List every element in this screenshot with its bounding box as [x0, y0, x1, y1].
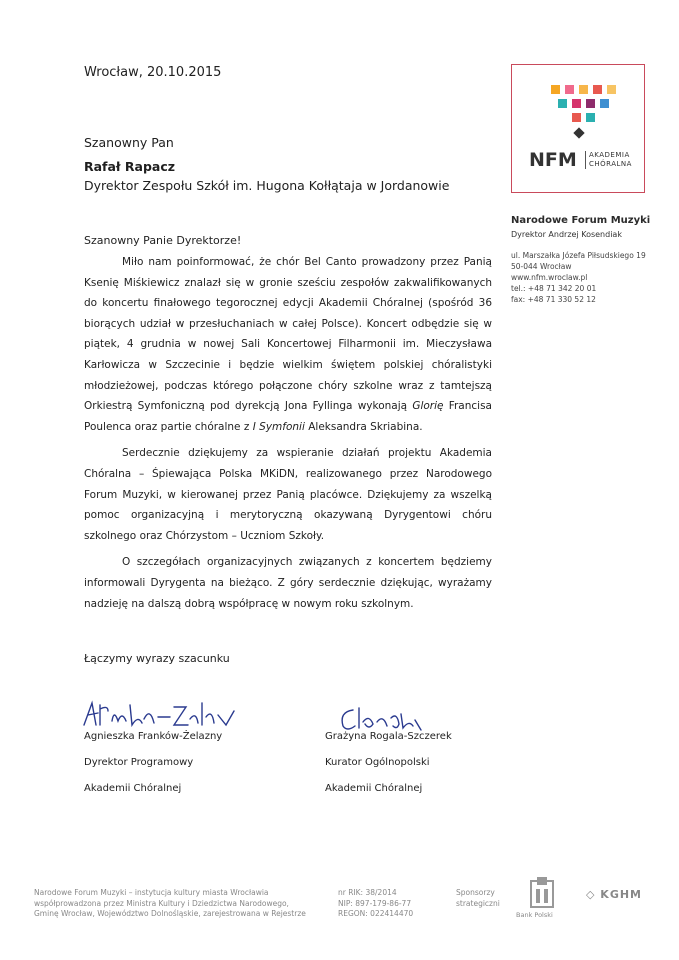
signer-name: Grażyna Rogala-Szczerek [325, 731, 452, 742]
logo-square [600, 99, 609, 108]
paragraph-2: Serdecznie dziękujemy za wspieranie działań projektu Akademia Chóralna – Śpiewająca Polska MKiDN, realizowanego przez Narodowego Forum Muzyki, w kierowanej przez Panią placówce. Dziękujemy za wszelką pomoc organizacyjną i merytoryczną okazywaną Dyrygentowi chóru szkolnego oraz Chórzystom – Uczniom Szkoły. [84, 447, 492, 542]
logo-square [565, 85, 574, 94]
salutation-top: Szanowny Pan [84, 135, 174, 150]
signer-title: Akademii Chóralnej [84, 783, 182, 794]
pko-logo-icon [525, 875, 559, 915]
logo-square [579, 85, 588, 94]
logo-square [586, 99, 595, 108]
nfm-logo [511, 64, 645, 193]
recipient-name: Rafał Rapacz [84, 159, 176, 174]
footer-sponsors: Sponsorzy strategiczni [456, 888, 500, 908]
signature-block-2 [325, 724, 452, 802]
paragraph-3: O szczegółach organizacyjnych związanych z koncertem będziemy informowali Dyrygenta na bieżąco. Z góry serdecznie dziękując, wyrażamy nadzieję na dalszą dobrą współpracę w nowym roku szkolnym. [84, 556, 492, 610]
logo-square [607, 85, 616, 94]
signature-block-1 [84, 724, 222, 802]
logo-square [572, 113, 581, 122]
sender-director: Dyrektor Andrzej Kosendiak [511, 230, 622, 239]
logo-subtitle: AKADEMIA CHÓRALNA [589, 151, 632, 168]
logo-square [558, 99, 567, 108]
paragraph-1: Miło nam poinformować, że chór Bel Canto prowadzony przez Panią Ksenię Miśkiewicz znalazł się w gronie sześciu zespołów zakwalifikowanych do koncertu finałowego tegorocznej edycji Akademii Chóralnej (spośród 36 biorących udział w przesłuchaniach w całej Polsce). Koncert odbędzie się w piątek, 4 grudnia w nowej Sali Koncertowej Filharmonii im. Mieczysława Karłowicza w Szczecinie i będzie wielkim świętem polskiej chóralistyki młodzieżowej, podczas którego połączone chóry szkolne wraz z tamtejszą Orkiestrą Symfoniczną pod dyrekcją Jona Fyllinga wykonają Glorię Francisa Poulenca oraz partie chóralne z I Symfonii Aleksandra Skriabina. [84, 256, 492, 433]
sender-address: ul. Marszałka Józefa Piłsudskiego 19 50-044 Wrocław www.nfm.wroclaw.pl tel.: +48 71 342 20 01 fax: +48 71 330 52 12 [511, 251, 646, 304]
logo-square [593, 85, 602, 94]
kghm-logo: ◇ KGHM [586, 888, 643, 901]
footer-legal: Narodowe Forum Muzyki – instytucja kultury miasta Wrocławia współprowadzona przez Ministra Kultury i Dziedzictwa Narodowego, Gminę Wrocław, Województwo Dolnośląskie, zarejestrowana w Rejestrze [34, 888, 306, 918]
recipient-role: Dyrektor Zespołu Szkół im. Hugona Kołłątaja w Jordanowie [84, 178, 450, 193]
logo-square [551, 85, 560, 94]
signer-name: Agnieszka Franków-Żelazny [84, 731, 223, 742]
closing: Łączymy wyrazy szacunku [84, 652, 230, 665]
signer-title: Akademii Chóralnej [325, 783, 423, 794]
signer-title: Kurator Ogólnopolski [325, 757, 430, 768]
logo-square [586, 113, 595, 122]
letter-body [84, 252, 492, 620]
logo-diamond [573, 127, 584, 138]
letter-date: Wrocław, 20.10.2015 [84, 65, 222, 80]
signer-title: Dyrektor Programowy [84, 757, 194, 768]
sender-org: Narodowe Forum Muzyki [511, 215, 651, 226]
logo-divider [585, 151, 586, 169]
footer-registry: nr RIK: 38/2014 NIP: 897-179-86-77 REGON: 022414470 [338, 888, 414, 918]
kghm-mark-icon: ◇ [586, 888, 601, 901]
logo-square [572, 99, 581, 108]
greeting: Szanowny Panie Dyrektorze! [84, 234, 242, 247]
logo-brand: NFM [529, 149, 577, 171]
pko-label: Bank Polski [516, 911, 553, 919]
